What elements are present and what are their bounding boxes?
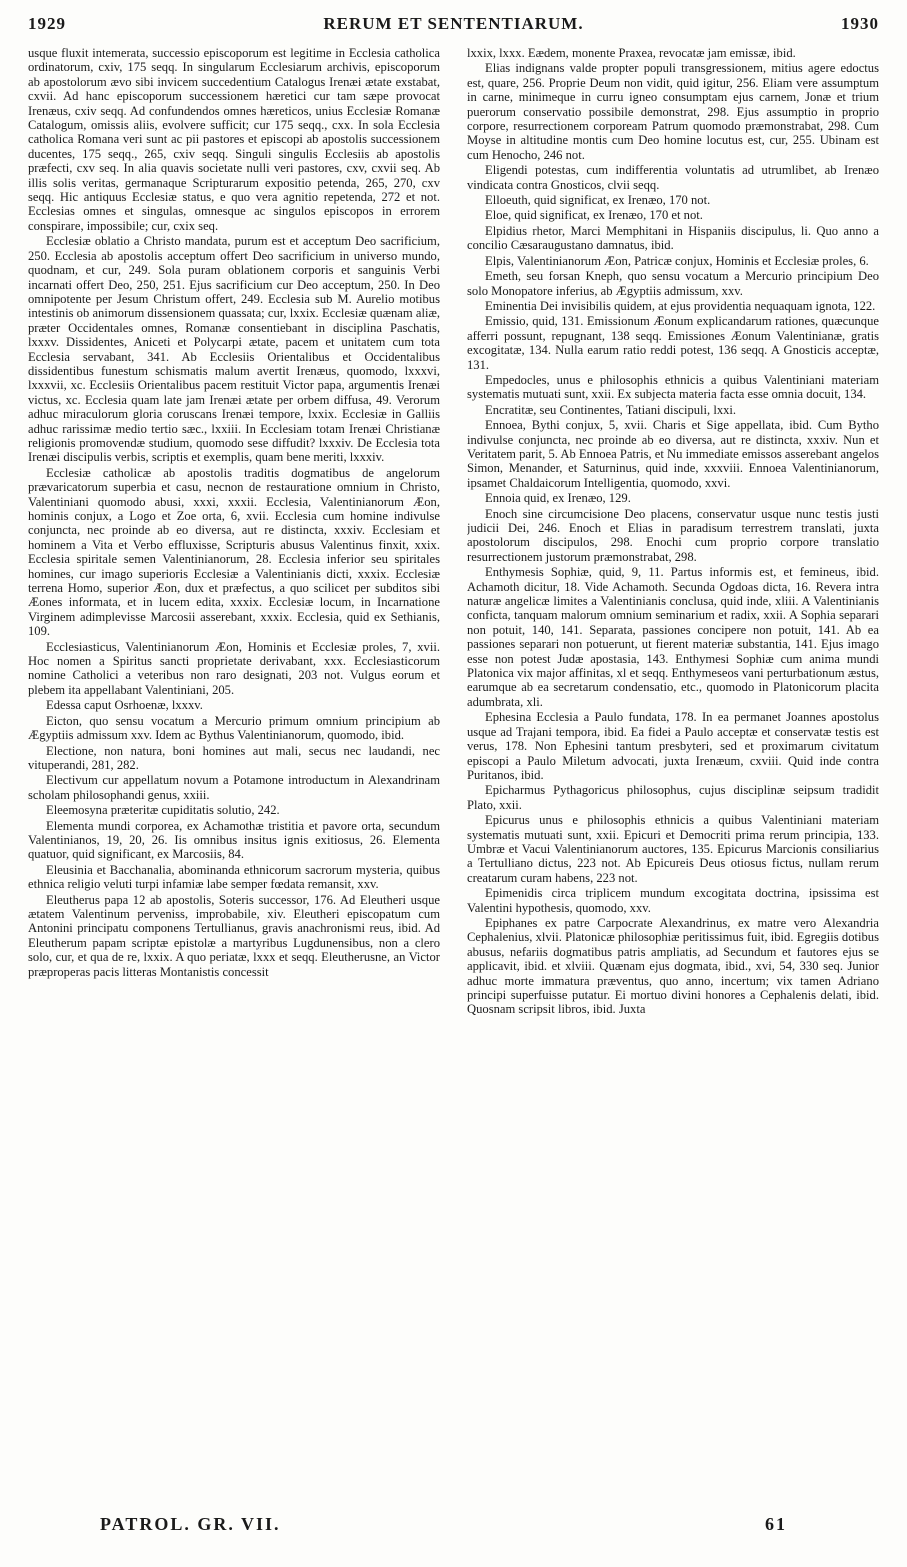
index-entry: Electivum cur appellatum novum a Potamone introductum in Alexandrinam scholam philosophandi genus, xxiii.: [28, 773, 440, 802]
index-entry: Eleemosyna præteritæ cupiditatis solutio, 242.: [46, 803, 280, 818]
page-footer: [28, 1514, 879, 1544]
index-entry: Elementa mundi corporea, ex Achamothæ tristitia et pavore orta, secundum Valentinianos, 19, 20, 26. Iis omnibus insitus ignis exitiosus, 26. Elementa quatuor, quid significant, ex Marcosiis, 84.: [28, 818, 440, 862]
index-entry: Ecclesiæ catholicæ ab apostolis traditis dogmatibus de angelorum prævaricatorum superbia et casu, necnon de restauratione omnium in Christo, Valentiniani quomodo abusi, xxxi, xxxii. Ecclesia, Valentinianorum Æon, hominis conjux, a Logo et Zoe orta, 6, xvii. Ecclesia cum homine indivulse conjuncta, nec proinde ab eo diversa, aut re distincta, xxxiv. Ecclesiam et hominem a Vita et Verbo effluxisse, Scripturis abusus Valentinus finxit, xxix. Ecclesia spiritale semen Valentinianorum, 28. Ecclesia inferior seu spiritales homines, cur imago superioris Ecclesiæ a Valentinianis dicti, xxxix. Ecclesiæ terrena Homo, superior Æon, dux et præfectus, a quo scilicet per subditos sibi Æones informata, et in lucem edita, xxxix. Ecclesiæ locum, in Incarnatione Virginem adimplevisse Marcosii asserebant, xxxix. Ecclesia, quid ex Sethianis, 109.: [28, 465, 440, 639]
running-title: RERUM ET SENTENTIARUM.: [323, 14, 584, 33]
index-entry: Electione, non natura, boni homines aut mali, secus nec laudandi, nec vituperandi, 281, 282.: [28, 743, 440, 772]
index-entry: Eleutherus papa 12 ab apostolis, Soteris successor, 176. Ad Eleutheri usque ætatem Valentinum perveniss, improbabile, xiv. Eleutheri episcopatum cum Antonini principatu componens Tertullianus, gravis anachronismi reus, ibid. Ad Eleutherum papam scriptæ epistolæ a martyribus Lugdunensibus, non a clero solo, cur, et qua de re, lxxix. A quo periatæ, lxxx et seqq. Eleutherusne, an Victor præproperas pacis litteras Montanistis concessit: [28, 892, 440, 979]
page-header: [28, 14, 879, 40]
index-entry: Enthymesis Sophiæ, quid, 9, 11. Partus informis est, et femineus, ibid. Achamoth dicitur, 18. Vide Achamoth. Secunda Ogdoas dicta, 16. Revera intra naturæ angelicæ limites a Valentinianis conclusa, quid inde, xliii. A Valentinianis conficta, tanquam malorum omnium seminarium et radix, xxii. A Sophia separari non potuit, 140, 141. Separata, passiones concipere non potuit, 141. Ab ea passiones separari non potuerunt, ut fierent materiæ substantia, 141. Ejus imago esse non potest Judæ apostasia, 143. Enthymesi Sophiæ cum anima mundi Platonica vix major affinitas, xl et seqq. Enthymeseos vani perturbationum æstus, earumque ab ea secretarum condensatio, etc., quomodo in Platonicorum placita adumbrata, xli.: [467, 565, 879, 709]
index-entry: Ennoea, Bythi conjux, 5, xvii. Charis et Sige appellata, ibid. Cum Bytho indivulse conjuncta, nec proinde ab eo diversa, aut re distincta, xxxiv. Nun et Veritatem parit, 5. Ab Ennoea Patris, et Nu immediate emissos asserebant angelos Simon, Menander, et Saturninus, quid inde, xxxviii. Ennoea Valentinianorum, ipsamet Chaldaicorum Intelligentia, quomodo, xxvi.: [467, 418, 879, 490]
index-entry: Emeth, seu forsan Kneph, quo sensu vocatum a Mercurio principium Deo solo Monopatore inferius, ab Ægyptiis admissum, xxv.: [467, 269, 879, 298]
index-entry: lxxix, lxxx. Eædem, monente Praxea, revocatæ jam emissæ, ibid.: [467, 46, 796, 60]
page-number-left: 1929: [28, 14, 66, 33]
index-entry: Eloe, quid significat, ex Irenæo, 170 et not.: [485, 208, 703, 223]
right-column: [467, 46, 879, 1508]
series-signature: PATROL. GR. VII.: [100, 1514, 281, 1534]
index-entry: Enoch sine circumcisione Deo placens, conservatur usque nunc testis justi judicii Dei, 246. Enoch et Elias in paradisum terrestrem translati, juxta apostolorum discipulos, 298. Enochi cum proprio corpore translatio resurrectionem justorum præmonstrabat, 298.: [467, 506, 879, 564]
index-entry: Eminentia Dei invisibilis quidem, at ejus providentia nequaquam ignota, 122.: [485, 298, 876, 313]
index-entry: Empedocles, unus e philosophis ethnicis a quibus Valentiniani materiam systematis mutuati sunt, xxii. Ex subjecta materia facta esse omnia docuit, 134.: [467, 372, 879, 402]
left-column: [28, 46, 440, 1508]
index-entry: Ecclesiæ oblatio a Christo mandata, purum est et acceptum Deo sacrificium, 250. Ecclesia ab apostolis acceptum offert Deo sacrificium in universo mundo, quodnam, et cur, 249. Sola puram oblationem corporis et sanguinis Verbi incarnati offert Deo, 250, 251. Ejus sacrificium cur Deo acceptum, 250. In Deo omnipotente per Jesum Christum offert, 249. Ecclesia sub M. Aurelio motibus intestinis ob animorum dissensionem quassata; cur, lxxix. Ecclesiæ quænam aliæ, præter Occidentales omnes, Romanæ consentiebant in disciplina Paschatis, lxxxv. Dissidentes, Aniceti et Polycarpi ætate, pacem et unitatem cum tota Ecclesia servabant, 341. Ab Ecclesiis Orientalibus et Occidentalibus dissidentibus funestum schismatis malum avertit Irenæus, quomodo, lxxxvi, lxxxvii, xc. Ecclesiis Orientalibus pacem restituit Victor papa, argumentis Irenæi victus, xc. Ecclesia quam late jam Irenæi ætate per orbem diffusa, 49. Verorum adhuc miraculorum gloria coruscans Irenæi tempore, lxxix. Ecclesiæ in Galliis adhuc rarissimæ medio tertio sæc., lxxiii. In Ecclesiam totam Irenæi Christianæ religionis promovendæ studium, quomodo sese diffudit? lxxxiv. De Ecclesia tota Irenæi discipulis verbis, scriptis et exemplis, quam bene meriti, lxxxiv.: [28, 234, 440, 465]
index-entry: Elpis, Valentinianorum Æon, Patricæ conjux, Hominis et Ecclesiæ proles, 6.: [485, 253, 869, 268]
index-entry: Ecclesiasticus, Valentinianorum Æon, Hominis et Ecclesiæ proles, 7, xvii. Hoc nomen a Spiritus sancti proprietate derivabant, xxx. Ecclesiasticorum nomine Catholici a veteribus non raro designati, 203 not. Vulgus eorum et plebem ita appellabant Valentiniani, 205.: [28, 639, 440, 697]
index-entry: Ephesina Ecclesia a Paulo fundata, 178. In ea permanet Joannes apostolus usque ad Trajani tempora, ibid. Ea fidei a Paulo acceptæ et conservatæ testis est verus, 178. Non Ephesini tantum presbyteri, sed et proximarum civitatum episcopi a Paulo Miletum advocati, juxta Irenæum, cxviii. Quid inde contra Puritanos, ibid.: [467, 710, 879, 782]
index-entry: usque fluxit intemerata, successio episcoporum est legitime in Ecclesia catholica ordinatorum, cxiv, 175 seqq. In singularum Ecclesiarum archivis, episcoporum ab apostolorum ævo sibi invicem succedentium Catalogus Irenæi ætate exstabat, cxvii. Ad hanc episcoporum successionem hæretici cur tam sæpe provocat Irenæus, cxiv seqq. Ad confundendos omnes hæreticos, unius Ecclesiæ Romanæ Catalogum, omissis aliis, evolvere sufficit; cur 175 seqq., cxx. In sola Ecclesia catholica Romana veri sunt ac pii pastores et episcopi ab apostolis successionem ducentes, 175 seqq., 265, cxiv seqq. Singuli singulis Ecclesiis ab apostolis præfecti, cxv seq. In alia quavis societate nulli veri pastores, cxv, cxvii seq. Ab illis solis veritas, germanaque Scripturarum expositio petenda, 265, 270, cxv seqq. Hic antiquus Ecclesiæ status, e quo vera agnitio repetenda, 272 et not. Ecclesias omnes et singulas, omnesque ac singulos episcopos in errorem conspirare, impossibile; cur, cxix seq.: [28, 46, 440, 233]
index-entry: Epicurus unus e philosophis ethnicis a quibus Valentiniani materiam systematis mutuati sunt, xxii. Epicuri et Democriti prima rerum principia, 133. Umbræ et Vacui Valentinianorum auctores, 135. Epicurus Marcionis consiliarius a Tertulliano dictus, 223 not. Ab Epicureis Deus otiosus fictus, nullam rerum creatarum curam habens, 223 not.: [467, 813, 879, 885]
index-entry: Epicharmus Pythagoricus philosophus, cujus disciplinæ seipsum tradidit Plato, xxii.: [467, 783, 879, 812]
index-entry: Elloeuth, quid significat, ex Irenæo, 170 not.: [485, 193, 711, 208]
index-entry: Eligendi potestas, cum indifferentia voluntatis ad utrumlibet, ab Irenæo vindicata contra Gnosticos, clvii seqq.: [467, 163, 879, 192]
index-entry: Elpidius rhetor, Marci Memphitani in Hispaniis discipulus, li. Quo anno a concilio Cæsaraugustano damnatus, ibid.: [467, 223, 879, 253]
index-entry: Eicton, quo sensu vocatum a Mercurio primum omnium principium ab Ægyptiis admissum xxv. Idem ac Bythus Valentinianorum, quomodo, ibid.: [28, 713, 440, 743]
index-entry: Edessa caput Osrhoenæ, lxxxv.: [46, 698, 203, 713]
index-columns: [28, 46, 879, 1508]
index-entry: Epimenidis circa triplicem mundum excogitata doctrina, ipsissima est Valentini hypothesis, quomodo, xxv.: [467, 886, 879, 915]
index-entry: Epiphanes ex patre Carpocrate Alexandrinus, ex matre vero Alexandria Cephalenius, xlvii. Platonicæ philosophiæ peritissimus fuit, ibid. Egregiis dotibus abusus, nefariis dogmatibus patris ampliatis, ad Secundum et fautores ejus se applicavit, ibid. et xlviii. Quænam ejus dogmata, ibid., xvi, 54, 330 seq. Junior adhuc morte immatura præventus, quo anno, incertum; vix tamen Adriano principi superfuisse putatur. Ei mortuo divini honores a Cephalenis delati, ibid. Quosnam scripsit libros, ibid. Juxta: [467, 915, 879, 1017]
page-number-right: 1930: [841, 14, 879, 33]
index-entry: Ennoia quid, ex Irenæo, 129.: [485, 491, 631, 506]
index-entry: Elias indignans valde propter populi transgressionem, mitius agere edoctus est, quare, 256. Proprie Deum non vidit, quid igitur, 256. Eliam vere assumptum in carne, minimeque in curru igneo consumptam ejus carnem, Jonæ et trium puerorum conservatio possibile demonstrat, 298. Ejus assumptio in proprio corpore, resurrectionem corpoream Patrum quomodo præmonstrabat, 298. Cum Moyse in altitudine montis cum Deo homine locutus est, cur, 255. Ubinam est cum Henocho, 246 not.: [467, 61, 879, 162]
index-entry: Encratitæ, seu Continentes, Tatiani discipuli, lxxi.: [485, 402, 737, 417]
index-entry: Emissio, quid, 131. Emissionum Æonum explicandarum rationes, quæcunque afferri possunt, repugnant, 138 seqq. Emissiones Æonum Valentinianæ, gratis excogitatæ, 134. Nulla earum ratio reddi potest, 136 seqq. A Gnosticis acceptæ, 131.: [467, 314, 879, 372]
sheet-number: 61: [765, 1514, 787, 1534]
index-entry: Eleusinia et Bacchanalia, abominanda ethnicorum sacrorum mysteria, quibus ethnica religio veluti turpi infamiæ labe semper fœdata remansit, xxv.: [28, 862, 440, 892]
